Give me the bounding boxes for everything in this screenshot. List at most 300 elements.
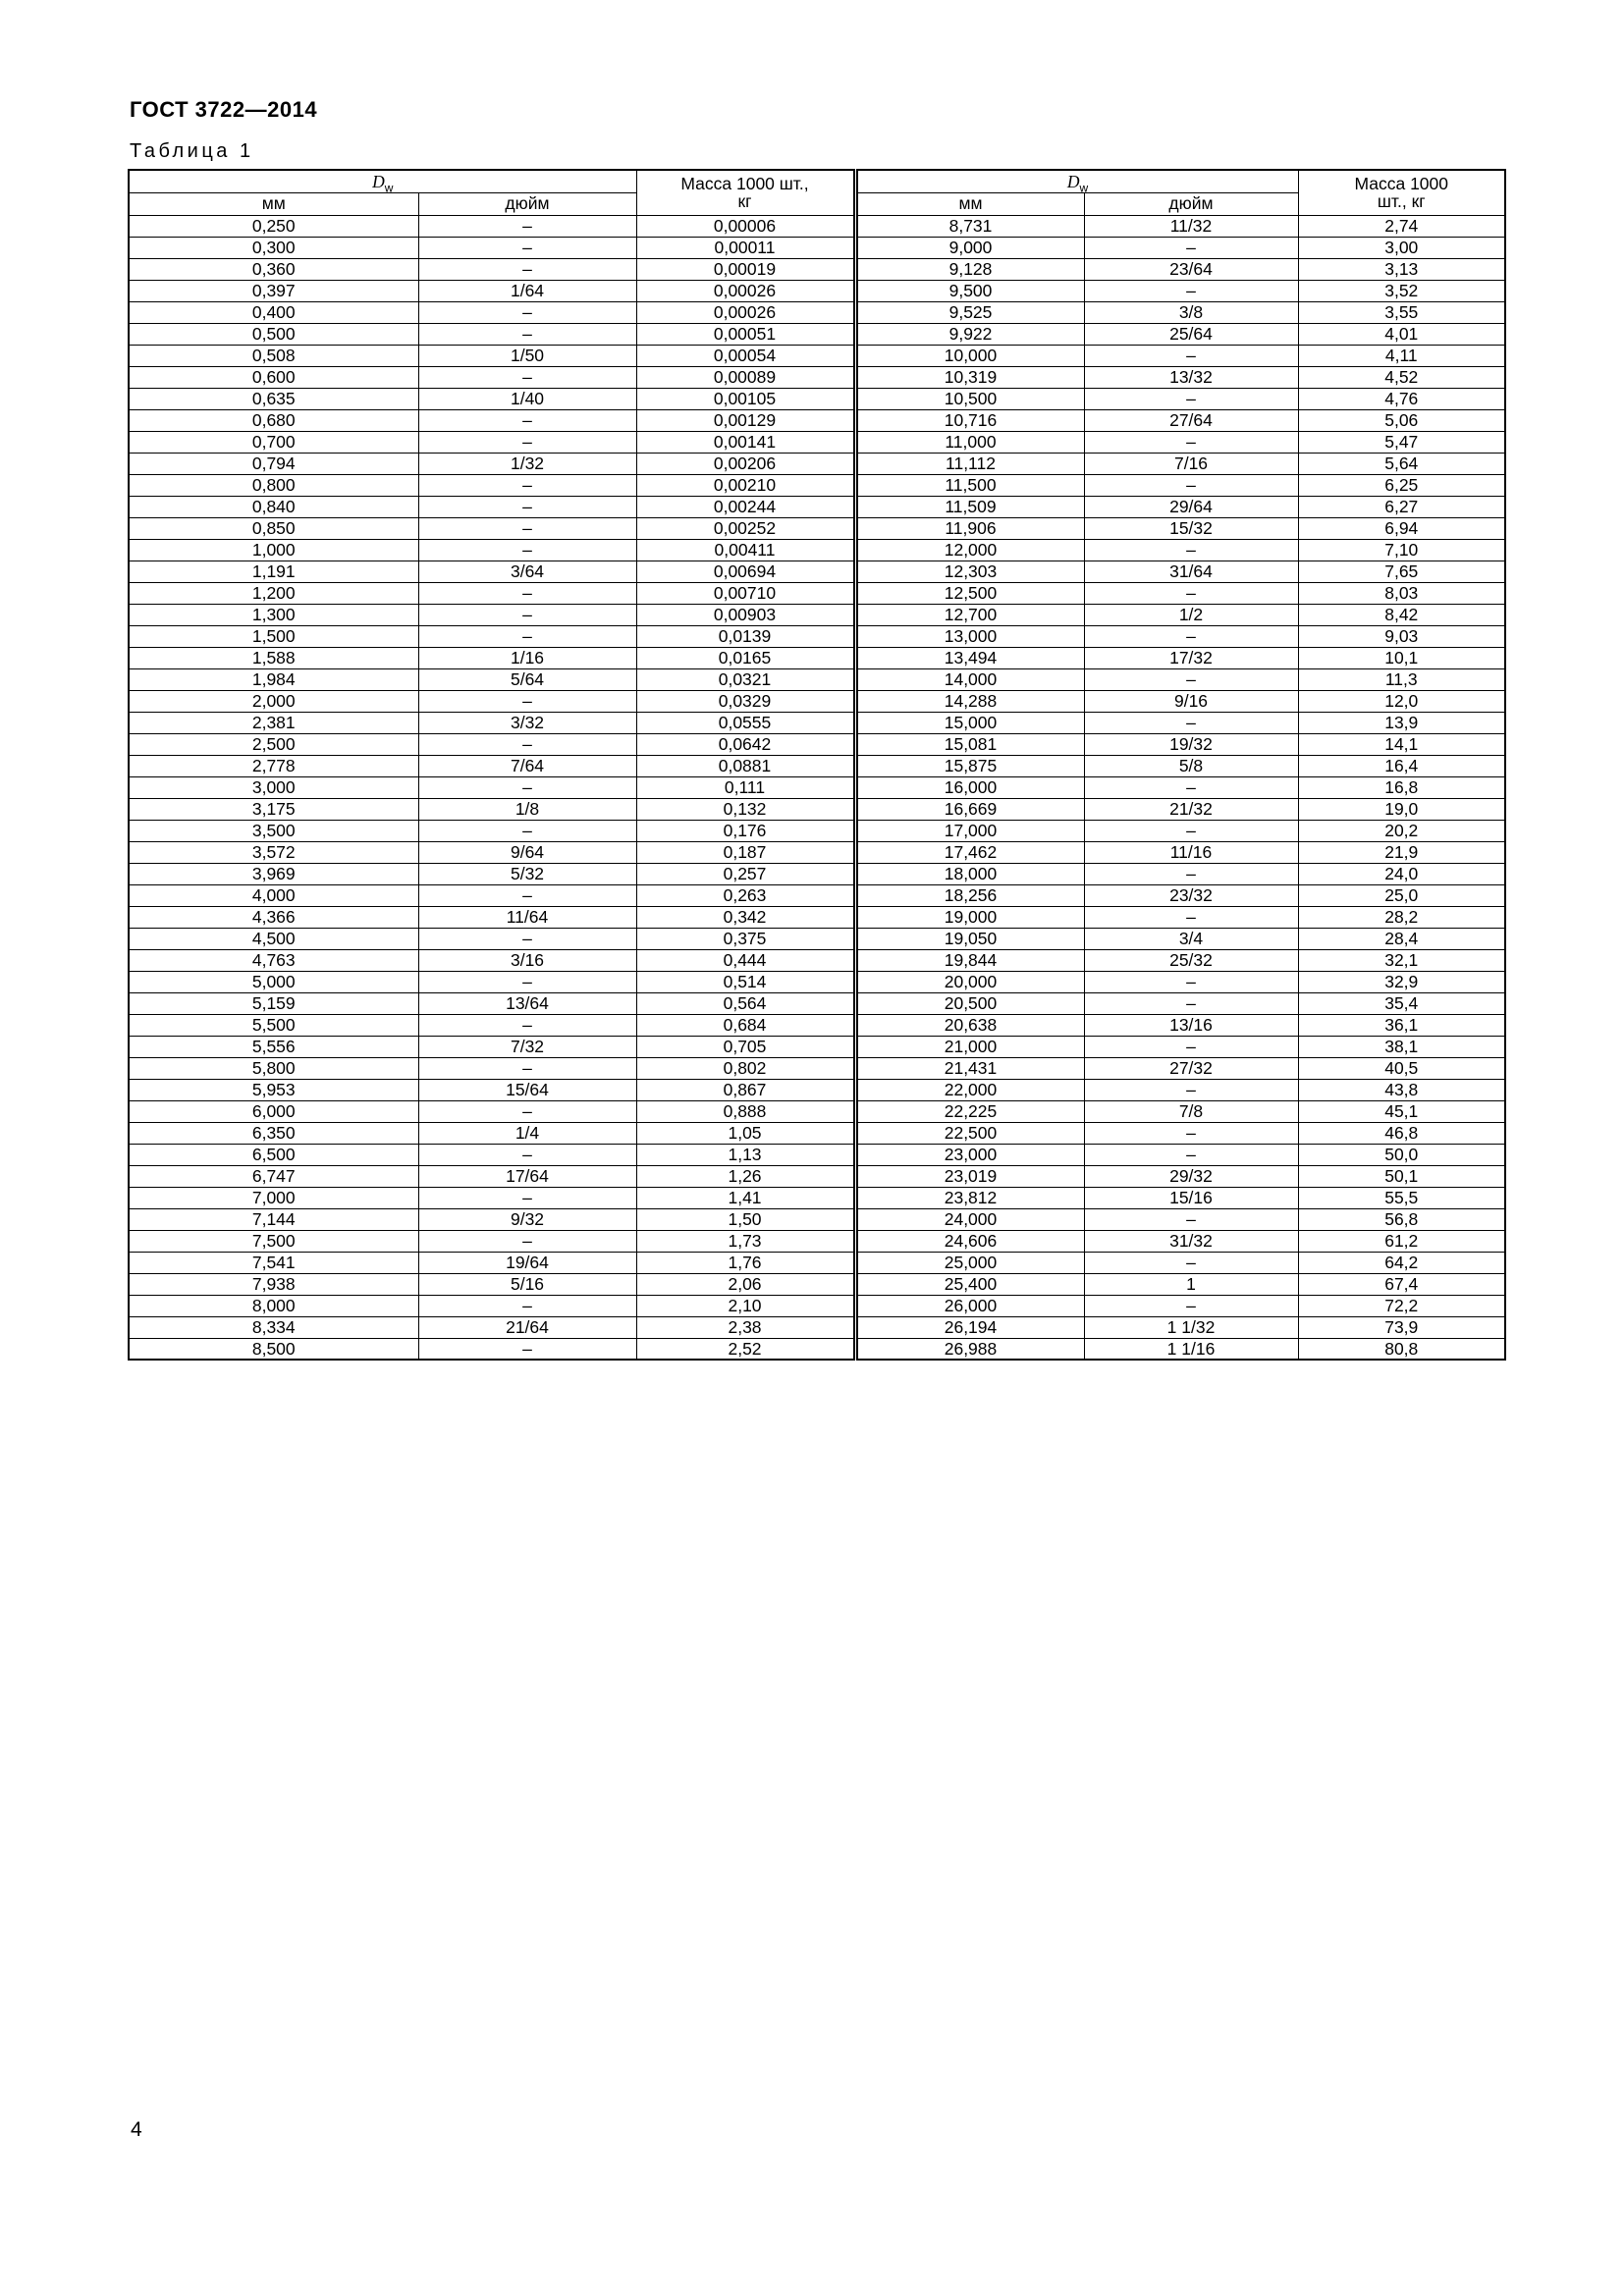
cell-mass-left: 0,00051 (636, 323, 855, 345)
table-row (129, 712, 1505, 733)
cell-mm-right: 11,112 (855, 453, 1084, 474)
cell-mass-right: 43,8 (1298, 1079, 1505, 1100)
cell-mass-right: 50,1 (1298, 1165, 1505, 1187)
cell-inch-left: 3/64 (418, 561, 636, 582)
cell-inch-right: – (1084, 776, 1298, 798)
table-row (129, 690, 1505, 712)
cell-mm-right: 24,606 (855, 1230, 1084, 1252)
table-row (129, 517, 1505, 539)
cell-mm-left: 6,000 (129, 1100, 418, 1122)
cell-mm-left: 0,360 (129, 258, 418, 280)
cell-mass-left: 1,76 (636, 1252, 855, 1273)
cell-mm-right: 12,000 (855, 539, 1084, 561)
table-row (129, 1273, 1505, 1295)
cell-inch-right: 1 1/32 (1084, 1316, 1298, 1338)
cell-mm-left: 0,794 (129, 453, 418, 474)
cell-mass-right: 28,4 (1298, 928, 1505, 949)
cell-mm-left: 5,800 (129, 1057, 418, 1079)
table-row (129, 1079, 1505, 1100)
cell-mm-left: 3,175 (129, 798, 418, 820)
cell-mm-left: 5,500 (129, 1014, 418, 1036)
cell-mass-right: 5,64 (1298, 453, 1505, 474)
cell-mass-right: 4,01 (1298, 323, 1505, 345)
cell-inch-right: 21/32 (1084, 798, 1298, 820)
cell-mm-left: 4,500 (129, 928, 418, 949)
cell-mm-left: 8,000 (129, 1295, 418, 1316)
cell-mm-right: 9,128 (855, 258, 1084, 280)
cell-inch-right: 29/32 (1084, 1165, 1298, 1187)
cell-mass-right: 36,1 (1298, 1014, 1505, 1036)
cell-mass-left: 0,00019 (636, 258, 855, 280)
cell-mm-left: 0,850 (129, 517, 418, 539)
cell-mm-left: 0,680 (129, 409, 418, 431)
cell-mm-right: 10,000 (855, 345, 1084, 366)
cell-inch-left: – (418, 582, 636, 604)
cell-mm-right: 8,731 (855, 215, 1084, 237)
cell-mass-left: 0,00141 (636, 431, 855, 453)
cell-mass-left: 0,00011 (636, 237, 855, 258)
cell-mm-right: 21,431 (855, 1057, 1084, 1079)
cell-inch-left: – (418, 496, 636, 517)
cell-mass-left: 0,0165 (636, 647, 855, 668)
cell-mass-right: 11,3 (1298, 668, 1505, 690)
cell-inch-left: – (418, 258, 636, 280)
cell-inch-left: 3/32 (418, 712, 636, 733)
cell-inch-left: – (418, 733, 636, 755)
cell-mm-right: 20,000 (855, 971, 1084, 992)
cell-mass-left: 2,52 (636, 1338, 855, 1360)
cell-mm-left: 2,778 (129, 755, 418, 776)
cell-mm-right: 9,525 (855, 301, 1084, 323)
cell-mm-right: 22,225 (855, 1100, 1084, 1122)
cell-mm-right: 19,844 (855, 949, 1084, 971)
cell-mass-right: 12,0 (1298, 690, 1505, 712)
cell-inch-left: 3/16 (418, 949, 636, 971)
cell-mass-left: 0,705 (636, 1036, 855, 1057)
table-row (129, 237, 1505, 258)
header-mass-left-line1: Масса 1000 шт., (680, 173, 809, 193)
header-mass-right-line2: шт., кг (1377, 191, 1426, 212)
cell-mm-left: 0,300 (129, 237, 418, 258)
cell-inch-left: – (418, 1100, 636, 1122)
cell-mm-left: 0,400 (129, 301, 418, 323)
cell-mass-right: 35,4 (1298, 992, 1505, 1014)
cell-inch-left: – (418, 409, 636, 431)
cell-mm-right: 15,875 (855, 755, 1084, 776)
table-row (129, 647, 1505, 668)
cell-inch-left: – (418, 1295, 636, 1316)
cell-mm-right: 25,000 (855, 1252, 1084, 1273)
cell-mass-right: 21,9 (1298, 841, 1505, 863)
cell-inch-right: – (1084, 237, 1298, 258)
cell-inch-left: 5/64 (418, 668, 636, 690)
cell-inch-left: – (418, 604, 636, 625)
cell-mm-right: 17,000 (855, 820, 1084, 841)
cell-mass-right: 3,00 (1298, 237, 1505, 258)
table-row (129, 1036, 1505, 1057)
cell-inch-right: 13/16 (1084, 1014, 1298, 1036)
cell-mm-left: 0,508 (129, 345, 418, 366)
dw-label: $D_w$ (1066, 171, 1089, 192)
cell-mm-right: 13,000 (855, 625, 1084, 647)
ball-mass-table (128, 169, 1506, 1361)
cell-mass-left: 1,73 (636, 1230, 855, 1252)
cell-mm-right: 26,988 (855, 1338, 1084, 1360)
cell-mass-left: 0,564 (636, 992, 855, 1014)
cell-mm-right: 23,812 (855, 1187, 1084, 1208)
cell-mm-right: 11,509 (855, 496, 1084, 517)
cell-mm-right: 18,256 (855, 884, 1084, 906)
cell-mass-left: 0,0139 (636, 625, 855, 647)
cell-mass-left: 0,867 (636, 1079, 855, 1100)
cell-mm-right: 21,000 (855, 1036, 1084, 1057)
cell-inch-right: 29/64 (1084, 496, 1298, 517)
table-row (129, 1122, 1505, 1144)
cell-inch-right: 11/16 (1084, 841, 1298, 863)
cell-mass-right: 61,2 (1298, 1230, 1505, 1252)
cell-mm-right: 18,000 (855, 863, 1084, 884)
cell-mm-right: 9,500 (855, 280, 1084, 301)
cell-mass-left: 0,00089 (636, 366, 855, 388)
cell-mm-left: 3,572 (129, 841, 418, 863)
cell-mass-right: 2,74 (1298, 215, 1505, 237)
cell-inch-left: 5/16 (418, 1273, 636, 1295)
cell-mass-right: 55,5 (1298, 1187, 1505, 1208)
table-row (129, 582, 1505, 604)
table-row (129, 1295, 1505, 1316)
cell-inch-left: – (418, 776, 636, 798)
cell-mm-left: 1,191 (129, 561, 418, 582)
cell-inch-left: 15/64 (418, 1079, 636, 1100)
cell-mass-right: 5,47 (1298, 431, 1505, 453)
header-mm-right: мм (855, 192, 1084, 215)
table-body (129, 215, 1505, 1360)
cell-inch-right: – (1084, 906, 1298, 928)
cell-mm-left: 0,700 (129, 431, 418, 453)
cell-inch-left: 9/64 (418, 841, 636, 863)
cell-mass-right: 64,2 (1298, 1252, 1505, 1273)
cell-inch-left: 9/32 (418, 1208, 636, 1230)
table-row (129, 1187, 1505, 1208)
cell-mass-right: 19,0 (1298, 798, 1505, 820)
cell-mass-right: 72,2 (1298, 1295, 1505, 1316)
header-mass-right (1298, 170, 1505, 215)
cell-mass-left: 0,444 (636, 949, 855, 971)
cell-mass-left: 1,26 (636, 1165, 855, 1187)
cell-inch-right: – (1084, 539, 1298, 561)
cell-inch-right: 7/16 (1084, 453, 1298, 474)
cell-mm-left: 8,500 (129, 1338, 418, 1360)
cell-mass-right: 32,1 (1298, 949, 1505, 971)
cell-mass-right: 6,27 (1298, 496, 1505, 517)
table-row (129, 366, 1505, 388)
table-caption: Таблица 1 (130, 140, 254, 162)
cell-inch-left: 1/16 (418, 647, 636, 668)
cell-mass-left: 0,00903 (636, 604, 855, 625)
cell-mass-left: 0,00129 (636, 409, 855, 431)
cell-mass-left: 0,00411 (636, 539, 855, 561)
cell-mm-left: 1,500 (129, 625, 418, 647)
table-row (129, 258, 1505, 280)
table-row (129, 1252, 1505, 1273)
table-row (129, 949, 1505, 971)
cell-inch-left: 17/64 (418, 1165, 636, 1187)
cell-mm-right: 12,303 (855, 561, 1084, 582)
cell-mass-left: 0,00054 (636, 345, 855, 366)
cell-inch-right: – (1084, 1144, 1298, 1165)
cell-mass-left: 0,176 (636, 820, 855, 841)
cell-inch-right: 7/8 (1084, 1100, 1298, 1122)
cell-mass-right: 56,8 (1298, 1208, 1505, 1230)
cell-mm-left: 7,541 (129, 1252, 418, 1273)
cell-mass-right: 25,0 (1298, 884, 1505, 906)
table-row (129, 1144, 1505, 1165)
cell-mass-left: 0,00694 (636, 561, 855, 582)
table-row (129, 1057, 1505, 1079)
cell-mass-left: 0,00026 (636, 280, 855, 301)
table-header-row-1 (129, 170, 1505, 192)
cell-mass-left: 0,263 (636, 884, 855, 906)
table-row (129, 474, 1505, 496)
cell-inch-left: 7/32 (418, 1036, 636, 1057)
cell-mm-right: 14,288 (855, 690, 1084, 712)
cell-inch-right: – (1084, 992, 1298, 1014)
cell-inch-right: 5/8 (1084, 755, 1298, 776)
cell-inch-right: 19/32 (1084, 733, 1298, 755)
cell-mass-right: 67,4 (1298, 1273, 1505, 1295)
cell-mm-right: 16,000 (855, 776, 1084, 798)
header-dw-right (855, 170, 1298, 192)
cell-inch-left: 11/64 (418, 906, 636, 928)
cell-mass-right: 40,5 (1298, 1057, 1505, 1079)
header-inch-left: дюйм (418, 192, 636, 215)
header-mass-right-line1: Масса 1000 (1354, 173, 1449, 193)
cell-mm-right: 11,000 (855, 431, 1084, 453)
cell-inch-left: – (418, 539, 636, 561)
cell-inch-right: – (1084, 1208, 1298, 1230)
cell-mass-right: 7,10 (1298, 539, 1505, 561)
cell-inch-right: – (1084, 345, 1298, 366)
cell-mm-left: 5,159 (129, 992, 418, 1014)
cell-mass-right: 3,52 (1298, 280, 1505, 301)
cell-mass-left: 0,375 (636, 928, 855, 949)
cell-mm-right: 15,081 (855, 733, 1084, 755)
cell-mm-right: 10,500 (855, 388, 1084, 409)
cell-mass-right: 3,55 (1298, 301, 1505, 323)
cell-inch-right: – (1084, 431, 1298, 453)
cell-mass-left: 0,0881 (636, 755, 855, 776)
cell-inch-left: 1/32 (418, 453, 636, 474)
cell-mass-right: 10,1 (1298, 647, 1505, 668)
cell-inch-right: – (1084, 1252, 1298, 1273)
cell-mass-left: 0,00105 (636, 388, 855, 409)
cell-mass-left: 0,0555 (636, 712, 855, 733)
cell-inch-right: 27/64 (1084, 409, 1298, 431)
cell-inch-right: 15/32 (1084, 517, 1298, 539)
cell-inch-right: – (1084, 474, 1298, 496)
cell-mm-left: 0,800 (129, 474, 418, 496)
cell-mass-left: 0,342 (636, 906, 855, 928)
cell-inch-right: – (1084, 1122, 1298, 1144)
cell-mass-left: 1,41 (636, 1187, 855, 1208)
cell-inch-left: – (418, 517, 636, 539)
cell-mass-left: 0,0329 (636, 690, 855, 712)
table-row (129, 453, 1505, 474)
cell-inch-left: 13/64 (418, 992, 636, 1014)
cell-inch-right: 1/2 (1084, 604, 1298, 625)
cell-mm-left: 4,366 (129, 906, 418, 928)
cell-mm-left: 2,381 (129, 712, 418, 733)
cell-inch-left: – (418, 215, 636, 237)
cell-mass-right: 7,65 (1298, 561, 1505, 582)
header-mass-left-line2: кг (737, 191, 752, 212)
table-row (129, 561, 1505, 582)
cell-mm-right: 11,906 (855, 517, 1084, 539)
cell-mm-left: 1,588 (129, 647, 418, 668)
cell-mass-left: 0,00206 (636, 453, 855, 474)
cell-mm-left: 2,500 (129, 733, 418, 755)
header-mm-left: мм (129, 192, 418, 215)
cell-inch-left: – (418, 474, 636, 496)
header-dw-left (129, 170, 636, 192)
cell-mm-left: 0,600 (129, 366, 418, 388)
table-row (129, 928, 1505, 949)
cell-mm-left: 0,397 (129, 280, 418, 301)
cell-mm-left: 1,200 (129, 582, 418, 604)
cell-mass-right: 73,9 (1298, 1316, 1505, 1338)
cell-mm-right: 19,050 (855, 928, 1084, 949)
cell-mass-right: 16,4 (1298, 755, 1505, 776)
cell-mm-right: 25,400 (855, 1273, 1084, 1295)
cell-inch-left: – (418, 928, 636, 949)
cell-mm-left: 3,000 (129, 776, 418, 798)
table-row (129, 1316, 1505, 1338)
cell-inch-right: – (1084, 863, 1298, 884)
cell-mass-left: 0,0321 (636, 668, 855, 690)
cell-mass-left: 2,38 (636, 1316, 855, 1338)
cell-mm-left: 4,763 (129, 949, 418, 971)
cell-mass-right: 20,2 (1298, 820, 1505, 841)
cell-mm-right: 16,669 (855, 798, 1084, 820)
table-row (129, 841, 1505, 863)
table-row (129, 345, 1505, 366)
table-row (129, 604, 1505, 625)
table-row (129, 755, 1505, 776)
cell-mm-left: 1,300 (129, 604, 418, 625)
cell-inch-right: 1 1/16 (1084, 1338, 1298, 1360)
cell-mass-left: 0,0642 (636, 733, 855, 755)
cell-mass-right: 16,8 (1298, 776, 1505, 798)
cell-inch-left: 1/8 (418, 798, 636, 820)
cell-mm-left: 5,556 (129, 1036, 418, 1057)
table-row (129, 1100, 1505, 1122)
cell-mm-right: 10,319 (855, 366, 1084, 388)
cell-mm-left: 6,350 (129, 1122, 418, 1144)
cell-inch-left: – (418, 1187, 636, 1208)
table-row (129, 1230, 1505, 1252)
cell-mass-right: 13,9 (1298, 712, 1505, 733)
cell-mass-right: 24,0 (1298, 863, 1505, 884)
cell-inch-left: 5/32 (418, 863, 636, 884)
cell-mass-left: 0,888 (636, 1100, 855, 1122)
cell-mm-left: 0,250 (129, 215, 418, 237)
cell-inch-left: – (418, 971, 636, 992)
cell-mm-right: 13,494 (855, 647, 1084, 668)
cell-mass-left: 0,802 (636, 1057, 855, 1079)
cell-mass-right: 8,03 (1298, 582, 1505, 604)
cell-inch-left: – (418, 323, 636, 345)
cell-inch-right: – (1084, 582, 1298, 604)
cell-mm-left: 3,500 (129, 820, 418, 841)
cell-inch-right: – (1084, 1036, 1298, 1057)
cell-mass-left: 2,10 (636, 1295, 855, 1316)
cell-mass-right: 3,13 (1298, 258, 1505, 280)
cell-inch-right: 15/16 (1084, 1187, 1298, 1208)
cell-inch-right: 17/32 (1084, 647, 1298, 668)
table-row (129, 625, 1505, 647)
table-row (129, 280, 1505, 301)
table-row (129, 496, 1505, 517)
cell-inch-right: – (1084, 820, 1298, 841)
cell-inch-right: – (1084, 388, 1298, 409)
cell-mm-right: 9,000 (855, 237, 1084, 258)
cell-mass-left: 1,13 (636, 1144, 855, 1165)
table-row (129, 1014, 1505, 1036)
cell-mm-right: 12,500 (855, 582, 1084, 604)
table-row (129, 431, 1505, 453)
cell-mass-left: 1,05 (636, 1122, 855, 1144)
cell-mass-left: 0,00026 (636, 301, 855, 323)
cell-mass-right: 38,1 (1298, 1036, 1505, 1057)
cell-inch-right: 11/32 (1084, 215, 1298, 237)
cell-mm-right: 20,500 (855, 992, 1084, 1014)
cell-mm-right: 10,716 (855, 409, 1084, 431)
table-row (129, 1338, 1505, 1360)
cell-mass-left: 0,187 (636, 841, 855, 863)
cell-mass-left: 1,50 (636, 1208, 855, 1230)
cell-inch-left: – (418, 1230, 636, 1252)
cell-inch-right: 9/16 (1084, 690, 1298, 712)
header-inch-right: дюйм (1084, 192, 1298, 215)
cell-mm-right: 22,000 (855, 1079, 1084, 1100)
table-row (129, 798, 1505, 820)
document-header: ГОСТ 3722—2014 (130, 97, 318, 122)
cell-inch-left: 7/64 (418, 755, 636, 776)
table-row (129, 301, 1505, 323)
cell-mm-left: 0,500 (129, 323, 418, 345)
table-row (129, 776, 1505, 798)
cell-mass-right: 9,03 (1298, 625, 1505, 647)
cell-mm-left: 7,500 (129, 1230, 418, 1252)
header-mass-left (636, 170, 855, 215)
cell-mm-left: 7,938 (129, 1273, 418, 1295)
cell-mm-right: 15,000 (855, 712, 1084, 733)
cell-inch-right: 3/4 (1084, 928, 1298, 949)
cell-inch-left: – (418, 431, 636, 453)
cell-inch-right: 31/32 (1084, 1230, 1298, 1252)
cell-mm-right: 11,500 (855, 474, 1084, 496)
cell-inch-right: – (1084, 1295, 1298, 1316)
cell-inch-right: 31/64 (1084, 561, 1298, 582)
cell-inch-left: 1/50 (418, 345, 636, 366)
cell-inch-right: – (1084, 1079, 1298, 1100)
cell-mass-right: 6,94 (1298, 517, 1505, 539)
table-row (129, 388, 1505, 409)
cell-mass-left: 0,514 (636, 971, 855, 992)
cell-mm-right: 14,000 (855, 668, 1084, 690)
cell-mass-left: 0,00006 (636, 215, 855, 237)
cell-mass-left: 0,132 (636, 798, 855, 820)
